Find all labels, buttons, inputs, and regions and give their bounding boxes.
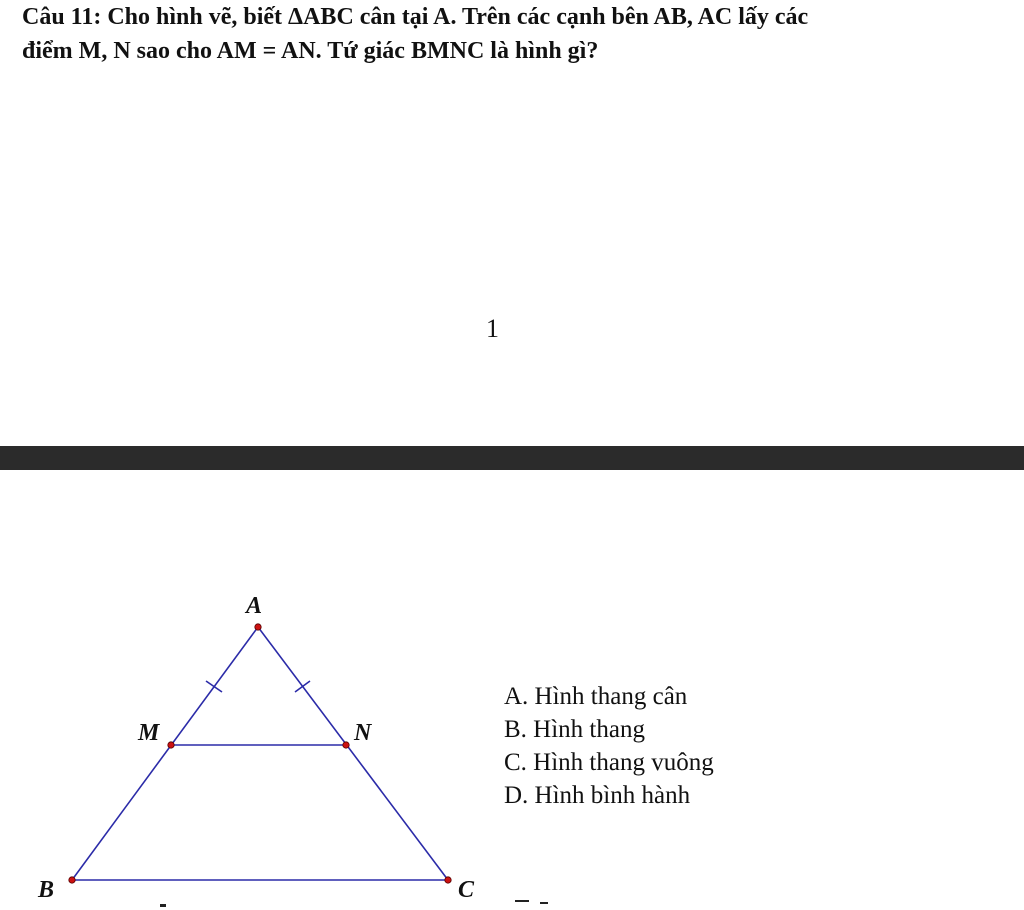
tick-mark-an: [295, 681, 310, 692]
option-d: D. Hình bình hành: [504, 782, 691, 809]
point-a: [255, 624, 261, 630]
page-number: 1: [486, 314, 499, 343]
triangle-figure: [0, 470, 500, 910]
answer-options: [504, 680, 714, 812]
point-c: [445, 877, 451, 883]
point-b: [69, 877, 75, 883]
question-text: Câu 11: Cho hình vẽ, biết ΔABC cân tại A. Trên các cạnh bên AB, AC lấy các điểm M, N sao cho AM = AN. Tứ giác BMNC là hình gì?: [22, 4, 809, 64]
label-c: C: [458, 877, 475, 903]
page-separator: [0, 446, 1024, 470]
cut-off-text-fragment: [540, 902, 548, 904]
segment-ab: [72, 627, 258, 880]
option-a: A. Hình thang cân: [504, 683, 688, 710]
segment-ac: [258, 627, 448, 880]
tick-mark-am: [206, 681, 222, 692]
label-m: M: [138, 720, 160, 746]
option-b: B. Hình thang: [504, 716, 645, 743]
option-c: C. Hình thang vuông: [504, 749, 714, 776]
label-n: N: [354, 720, 372, 746]
label-a: A: [246, 593, 263, 619]
label-b: B: [38, 877, 55, 903]
point-n: [343, 742, 349, 748]
point-m: [168, 742, 174, 748]
cut-off-text-fragment: [160, 904, 166, 907]
cut-off-text-fragment: [515, 900, 529, 902]
